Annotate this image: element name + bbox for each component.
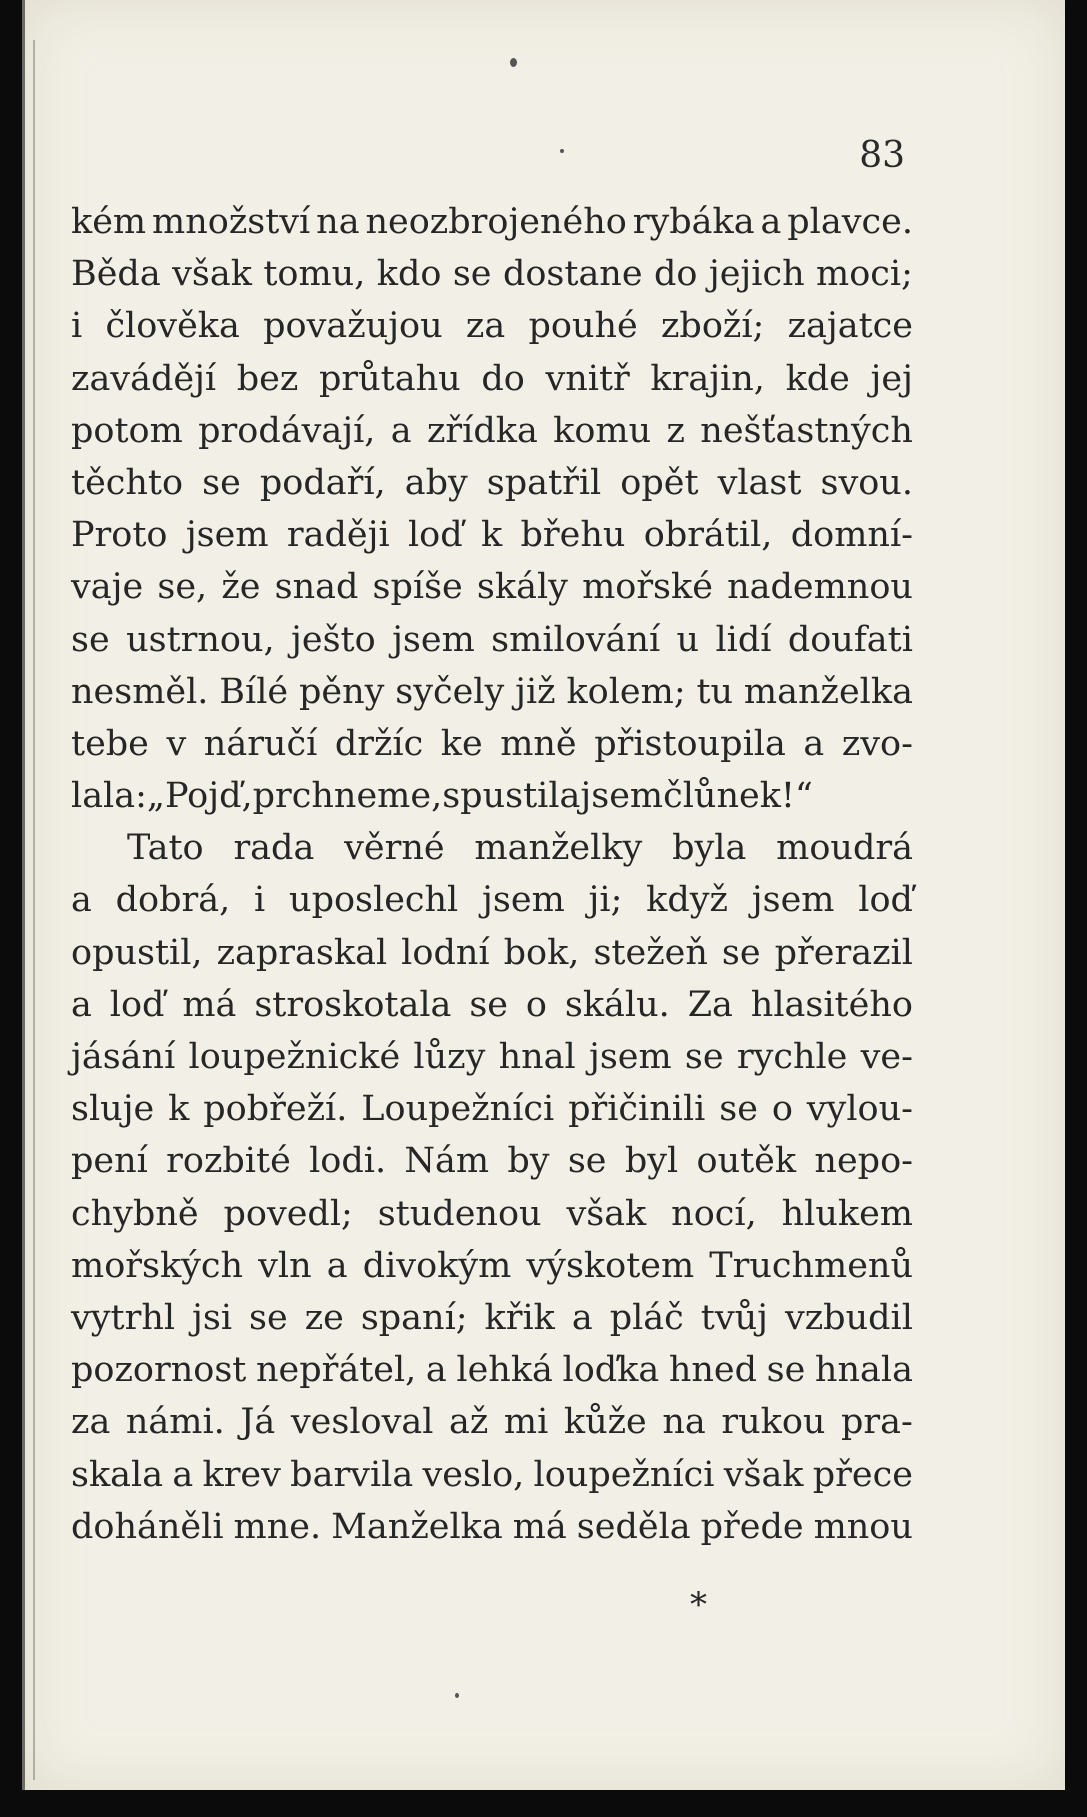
text-line bbox=[71, 718, 913, 770]
word: rada bbox=[233, 828, 315, 869]
word: rychle bbox=[736, 1037, 848, 1077]
page-number: 83 bbox=[859, 135, 905, 176]
word: kdo bbox=[376, 254, 442, 295]
text-line bbox=[71, 1292, 913, 1344]
word: stežeň bbox=[593, 932, 708, 973]
word: skály bbox=[476, 567, 568, 608]
text-line bbox=[71, 196, 913, 248]
word: jsem bbox=[392, 619, 475, 660]
word: se bbox=[719, 1089, 758, 1130]
word: k bbox=[480, 515, 503, 556]
word: plavce. bbox=[787, 202, 913, 242]
word: se bbox=[567, 1141, 607, 1182]
word: zřídka bbox=[426, 410, 538, 451]
word: kůže bbox=[563, 1402, 647, 1443]
word: studenou bbox=[377, 1193, 542, 1234]
word: ke bbox=[440, 723, 483, 764]
word: chybně bbox=[71, 1193, 199, 1234]
word: sluje bbox=[71, 1089, 155, 1130]
text-line bbox=[71, 1501, 913, 1553]
word: komu bbox=[553, 410, 652, 451]
word: a bbox=[803, 723, 825, 764]
word: a bbox=[326, 1245, 348, 1286]
word: ješto bbox=[291, 619, 376, 660]
word: i bbox=[71, 306, 83, 347]
word: však bbox=[566, 1193, 647, 1234]
word: však bbox=[172, 254, 252, 295]
word: veslo, bbox=[422, 1454, 525, 1495]
word: Loupežníci bbox=[361, 1089, 555, 1130]
word: raději bbox=[286, 515, 390, 556]
text-line bbox=[71, 822, 913, 874]
word: nesměl. bbox=[71, 671, 209, 712]
text-line bbox=[71, 874, 913, 926]
word: seděla bbox=[576, 1506, 691, 1547]
word: na bbox=[316, 202, 360, 242]
word: rybáka bbox=[632, 202, 755, 242]
word: v bbox=[166, 723, 187, 764]
word: a bbox=[172, 1454, 194, 1495]
word: nepo- bbox=[814, 1141, 913, 1182]
word: mnou bbox=[813, 1506, 913, 1547]
word: spíše bbox=[372, 567, 463, 608]
word: ze bbox=[304, 1297, 344, 1338]
word: má bbox=[182, 984, 237, 1025]
word: přistoupila bbox=[594, 723, 786, 764]
word: doháněli bbox=[71, 1506, 224, 1547]
text-line bbox=[71, 1449, 913, 1501]
text-line bbox=[71, 1083, 913, 1135]
word: jsem bbox=[482, 880, 565, 921]
word: manželky bbox=[474, 828, 643, 869]
word: náručí bbox=[203, 723, 318, 764]
text-line bbox=[71, 300, 913, 352]
word: však bbox=[723, 1454, 804, 1495]
text-line bbox=[71, 1135, 913, 1187]
word: člůnek!“ bbox=[663, 776, 813, 817]
word: Já bbox=[240, 1402, 276, 1443]
word: pení bbox=[71, 1141, 148, 1182]
text-line bbox=[71, 1396, 913, 1448]
word: jsem bbox=[580, 776, 664, 817]
word: má bbox=[512, 1506, 567, 1547]
word: vylou- bbox=[806, 1089, 913, 1130]
text-line bbox=[71, 353, 913, 405]
word: vzbudil bbox=[784, 1297, 913, 1338]
word: zajatce bbox=[787, 306, 913, 347]
word: skala bbox=[71, 1454, 164, 1495]
word: se bbox=[202, 462, 241, 503]
word: outěk bbox=[696, 1141, 797, 1182]
paper-speck bbox=[560, 149, 564, 153]
word: vln bbox=[258, 1245, 312, 1286]
word: dostane bbox=[502, 254, 643, 295]
word: Truchmenů bbox=[709, 1245, 913, 1286]
word: lala: bbox=[71, 776, 147, 817]
text-line bbox=[71, 561, 913, 613]
word: do bbox=[481, 358, 525, 399]
word: se bbox=[71, 619, 110, 660]
word: dobrá, bbox=[115, 880, 231, 921]
word: přece bbox=[812, 1454, 913, 1495]
word: by bbox=[507, 1141, 550, 1182]
word: Bílé bbox=[219, 671, 289, 712]
word: výskotem bbox=[526, 1245, 695, 1286]
word: přede bbox=[700, 1506, 804, 1547]
word: lodi. bbox=[309, 1141, 387, 1182]
word: Nám bbox=[404, 1141, 490, 1182]
word: uposlechl bbox=[289, 880, 459, 921]
word: obrátil, bbox=[643, 515, 773, 556]
word: divokým bbox=[362, 1245, 512, 1286]
word: moci; bbox=[816, 254, 913, 295]
word: jejich bbox=[708, 254, 805, 295]
word: doufati bbox=[787, 619, 913, 660]
word: tu bbox=[696, 671, 734, 712]
word: se bbox=[766, 1350, 806, 1391]
word: spatřil bbox=[486, 462, 602, 503]
text-line bbox=[71, 405, 913, 457]
word: jásání bbox=[71, 1037, 176, 1077]
word: zapraskal bbox=[216, 932, 388, 973]
word: spustila bbox=[442, 776, 581, 817]
word: Manželka bbox=[331, 1506, 503, 1547]
text-line bbox=[71, 770, 913, 822]
signature-mark: * bbox=[690, 1585, 707, 1625]
word: opustil, bbox=[71, 932, 203, 973]
word: pouhé bbox=[528, 306, 638, 347]
word: vnitř bbox=[545, 358, 630, 399]
word: jsem bbox=[751, 880, 835, 921]
word: prodávají, bbox=[198, 410, 376, 451]
word: věrné bbox=[344, 828, 445, 869]
word: lidí bbox=[715, 619, 772, 660]
word: přičinili bbox=[568, 1089, 706, 1130]
gutter-shadow bbox=[33, 40, 35, 1780]
text-line bbox=[71, 1344, 913, 1396]
word: ji; bbox=[588, 880, 623, 921]
word: a bbox=[425, 1350, 447, 1391]
word: hned bbox=[668, 1350, 758, 1391]
text-line bbox=[71, 509, 913, 561]
word: aby bbox=[404, 462, 468, 503]
word: se bbox=[469, 984, 508, 1025]
word: lehká bbox=[456, 1350, 553, 1391]
text-line bbox=[71, 1188, 913, 1240]
word: k bbox=[168, 1089, 190, 1130]
word: barvila bbox=[290, 1454, 414, 1495]
word: pěny bbox=[298, 671, 385, 712]
word: se bbox=[721, 932, 761, 973]
word: svou. bbox=[820, 462, 913, 503]
text-line bbox=[71, 979, 913, 1031]
word: loď bbox=[407, 515, 463, 556]
word: mne. bbox=[233, 1506, 322, 1547]
word: tebe bbox=[71, 723, 149, 764]
word: břehu bbox=[520, 515, 626, 556]
word: člověka bbox=[105, 306, 240, 347]
word: vytrhl bbox=[71, 1297, 176, 1338]
word: křik bbox=[484, 1297, 555, 1338]
word: a bbox=[571, 1297, 593, 1338]
word: mi bbox=[503, 1402, 549, 1443]
text-line bbox=[71, 457, 913, 509]
word: námi. bbox=[125, 1402, 225, 1443]
word: na bbox=[662, 1402, 706, 1443]
word: krajin, bbox=[650, 358, 765, 399]
word: mně bbox=[500, 723, 577, 764]
word: rozbité bbox=[166, 1141, 291, 1182]
word: pláč bbox=[609, 1297, 684, 1338]
word: bez bbox=[236, 358, 299, 399]
word: neozbrojeného bbox=[365, 202, 627, 242]
word: když bbox=[646, 880, 728, 921]
word: vaje bbox=[71, 567, 144, 608]
word: kolem; bbox=[566, 671, 686, 712]
word: Běda bbox=[71, 254, 161, 295]
text-line bbox=[71, 666, 913, 718]
word: a bbox=[390, 410, 412, 451]
word: hnala bbox=[814, 1350, 913, 1391]
word: již bbox=[515, 671, 556, 712]
word: nepřátel, bbox=[255, 1350, 417, 1391]
word: kde bbox=[785, 358, 850, 399]
word: byl bbox=[624, 1141, 679, 1182]
word: loď bbox=[858, 880, 913, 921]
word: a bbox=[71, 880, 92, 921]
word: nešťastných bbox=[700, 410, 913, 451]
word: mořských bbox=[71, 1245, 244, 1286]
word: opět bbox=[620, 462, 699, 503]
word: a bbox=[760, 202, 782, 242]
word: pra- bbox=[841, 1402, 913, 1443]
word: jsem bbox=[588, 1037, 672, 1077]
word: hlukem bbox=[781, 1193, 913, 1234]
word: se, bbox=[157, 567, 208, 608]
word: z bbox=[666, 410, 685, 451]
word: jsem bbox=[185, 515, 269, 556]
word: pozornost bbox=[71, 1350, 247, 1391]
word: do bbox=[653, 254, 698, 295]
word: nademnou bbox=[727, 567, 913, 608]
word: o bbox=[771, 1089, 793, 1130]
text-line bbox=[71, 614, 913, 666]
word: jej bbox=[870, 358, 913, 399]
word: loďka bbox=[562, 1350, 660, 1391]
word: Tato bbox=[127, 828, 204, 869]
word: vesloval bbox=[290, 1402, 434, 1443]
word: mořské bbox=[582, 567, 713, 608]
word: se bbox=[684, 1037, 724, 1077]
word: až bbox=[449, 1402, 489, 1443]
word: povedl; bbox=[223, 1193, 353, 1234]
word: Proto bbox=[71, 515, 168, 556]
paper-speck bbox=[455, 1693, 459, 1698]
text-line bbox=[71, 1031, 913, 1083]
word: hnal bbox=[498, 1037, 576, 1077]
word: podaří, bbox=[259, 462, 386, 503]
text-line bbox=[71, 248, 913, 300]
word: loupežníci bbox=[533, 1454, 715, 1495]
word: manželka bbox=[743, 671, 913, 712]
word: držíc bbox=[334, 723, 424, 764]
word: nocí, bbox=[671, 1193, 757, 1234]
word: se bbox=[452, 254, 492, 295]
word: lodní bbox=[401, 932, 490, 973]
word: stroskotala bbox=[254, 984, 452, 1025]
word: prchneme, bbox=[252, 776, 443, 817]
text-line bbox=[71, 927, 913, 979]
word: ve- bbox=[860, 1037, 913, 1077]
word: tomu, bbox=[263, 254, 366, 295]
word: Za bbox=[687, 984, 733, 1025]
word: domní- bbox=[790, 515, 913, 556]
word: zboží; bbox=[660, 306, 765, 347]
text-line bbox=[71, 1240, 913, 1292]
word: i bbox=[254, 880, 266, 921]
word: loupežnické bbox=[188, 1037, 401, 1077]
word: u bbox=[676, 619, 700, 660]
word: se bbox=[249, 1297, 288, 1338]
word: hlasitého bbox=[750, 984, 913, 1025]
word: moudrá bbox=[776, 828, 913, 869]
word: průtahu bbox=[318, 358, 461, 399]
word: kém bbox=[71, 202, 147, 242]
word: rukou bbox=[721, 1402, 826, 1443]
word: o bbox=[525, 984, 547, 1025]
word: syčely bbox=[395, 671, 505, 712]
word: pobřeží. bbox=[203, 1089, 348, 1130]
word: považujou bbox=[263, 306, 443, 347]
word: za bbox=[71, 1402, 111, 1443]
paper-speck bbox=[510, 58, 517, 67]
word: a bbox=[71, 984, 92, 1025]
word: spaní; bbox=[360, 1297, 468, 1338]
word: těchto bbox=[71, 462, 184, 503]
word: tvůj bbox=[700, 1297, 768, 1338]
word: smilování bbox=[491, 619, 661, 660]
word: zavádějí bbox=[71, 358, 217, 399]
word: skálu. bbox=[564, 984, 670, 1025]
word: vlast bbox=[717, 462, 802, 503]
body-text bbox=[71, 196, 913, 1553]
word: snad bbox=[274, 567, 359, 608]
word: lůzy bbox=[413, 1037, 486, 1077]
word: potom bbox=[71, 410, 183, 451]
word: „Pojď, bbox=[146, 776, 253, 817]
word: loď bbox=[109, 984, 165, 1025]
word: přerazil bbox=[774, 932, 913, 973]
word: bok, bbox=[503, 932, 580, 973]
word: že bbox=[221, 567, 261, 608]
word: ustrnou, bbox=[126, 619, 275, 660]
word: zvo- bbox=[841, 723, 913, 764]
word: byla bbox=[672, 828, 747, 869]
word: jsi bbox=[192, 1297, 233, 1338]
word: množství bbox=[152, 202, 311, 242]
word: krev bbox=[202, 1454, 281, 1495]
book-page bbox=[22, 0, 1065, 1790]
word: za bbox=[465, 306, 506, 347]
